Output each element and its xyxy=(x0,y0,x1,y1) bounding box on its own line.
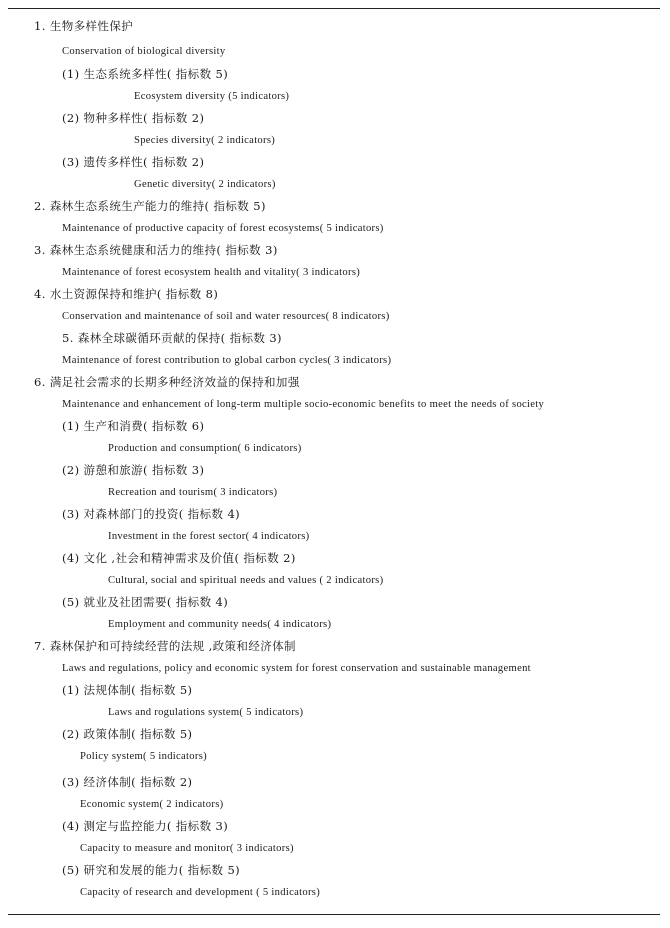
indicator-description-en: Ecosystem diversity (5 indicators) xyxy=(134,91,290,102)
indicator-heading-zh: 3. 森林生态系统健康和活力的维持( 指标数 3) xyxy=(34,243,278,257)
bottom-rule xyxy=(8,914,660,915)
indicator-heading-zh: (3) 遗传多样性( 指标数 2) xyxy=(62,155,205,169)
indicator-heading-zh: 6. 满足社会需求的长期多种经济效益的保持和加强 xyxy=(34,375,300,389)
indicator-description-en: Cultural, social and spiritual needs and values ( 2 indicators) xyxy=(108,575,384,586)
indicator-heading-zh: 7. 森林保护和可持续经营的法规 ,政策和经济体制 xyxy=(34,639,296,653)
indicator-description-en: Economic system( 2 indicators) xyxy=(80,799,224,810)
indicator-description-en: Investment in the forest sector( 4 indicators) xyxy=(108,531,310,542)
indicator-heading-zh: (1) 生态系统多样性( 指标数 5) xyxy=(62,67,229,81)
indicator-description-en: Conservation and maintenance of soil and water resources( 8 indicators) xyxy=(62,311,390,322)
indicator-heading-zh: (5) 就业及社团需要( 指标数 4) xyxy=(62,595,229,609)
indicator-description-en: Species diversity( 2 indicators) xyxy=(134,135,276,146)
indicator-heading-zh: 1. 生物多样性保护 xyxy=(34,19,134,33)
indicator-heading-zh: (2) 物种多样性( 指标数 2) xyxy=(62,111,205,125)
indicator-heading-zh: (4) 测定与监控能力( 指标数 3) xyxy=(62,819,229,833)
indicator-heading-zh: 4. 水土资源保持和维护( 指标数 8) xyxy=(34,287,219,301)
indicator-heading-zh: (1) 法规体制( 指标数 5) xyxy=(62,683,193,697)
indicator-heading-zh: (3) 经济体制( 指标数 2) xyxy=(62,775,193,789)
indicator-description-en: Maintenance of forest contribution to global carbon cycles( 3 indicators) xyxy=(62,355,392,366)
indicator-description-en: Maintenance of productive capacity of forest ecosystems( 5 indicators) xyxy=(62,223,384,234)
indicator-heading-zh: 2. 森林生态系统生产能力的维持( 指标数 5) xyxy=(34,199,266,213)
indicator-description-en: Production and consumption( 6 indicators) xyxy=(108,443,302,454)
indicator-heading-zh: (2) 政策体制( 指标数 5) xyxy=(62,727,193,741)
indicator-heading-zh: (5) 研究和发展的能力( 指标数 5) xyxy=(62,863,241,877)
top-rule xyxy=(8,8,660,9)
indicator-heading-zh: 5. 森林全球碳循环贡献的保持( 指标数 3) xyxy=(62,331,282,345)
indicator-description-en: Capacity of research and development ( 5 indicators) xyxy=(80,887,321,898)
indicator-description-en: Recreation and tourism( 3 indicators) xyxy=(108,487,278,498)
indicator-heading-zh: (4) 文化 ,社会和精神需求及价值( 指标数 2) xyxy=(62,551,296,565)
indicator-description-en: Genetic diversity( 2 indicators) xyxy=(134,179,276,190)
indicator-heading-zh: (3) 对森林部门的投资( 指标数 4) xyxy=(62,507,241,521)
indicator-description-en: Conservation of biological diversity xyxy=(62,46,226,57)
indicator-description-en: Policy system( 5 indicators) xyxy=(80,751,207,762)
indicator-description-en: Laws and regulations, policy and economic system for forest conservation and sustainable management xyxy=(62,663,531,674)
indicator-heading-zh: (1) 生产和消费( 指标数 6) xyxy=(62,419,205,433)
indicator-description-en: Capacity to measure and monitor( 3 indicators) xyxy=(80,843,294,854)
indicator-description-en: Maintenance and enhancement of long-term multiple socio-economic benefits to meet the needs of society xyxy=(62,399,545,410)
indicator-heading-zh: (2) 游憩和旅游( 指标数 3) xyxy=(62,463,205,477)
indicator-description-en: Employment and community needs( 4 indicators) xyxy=(108,619,332,630)
indicator-description-en: Laws and rogulations system( 5 indicators) xyxy=(108,707,304,718)
indicator-description-en: Maintenance of forest ecosystem health and vitality( 3 indicators) xyxy=(62,267,361,278)
